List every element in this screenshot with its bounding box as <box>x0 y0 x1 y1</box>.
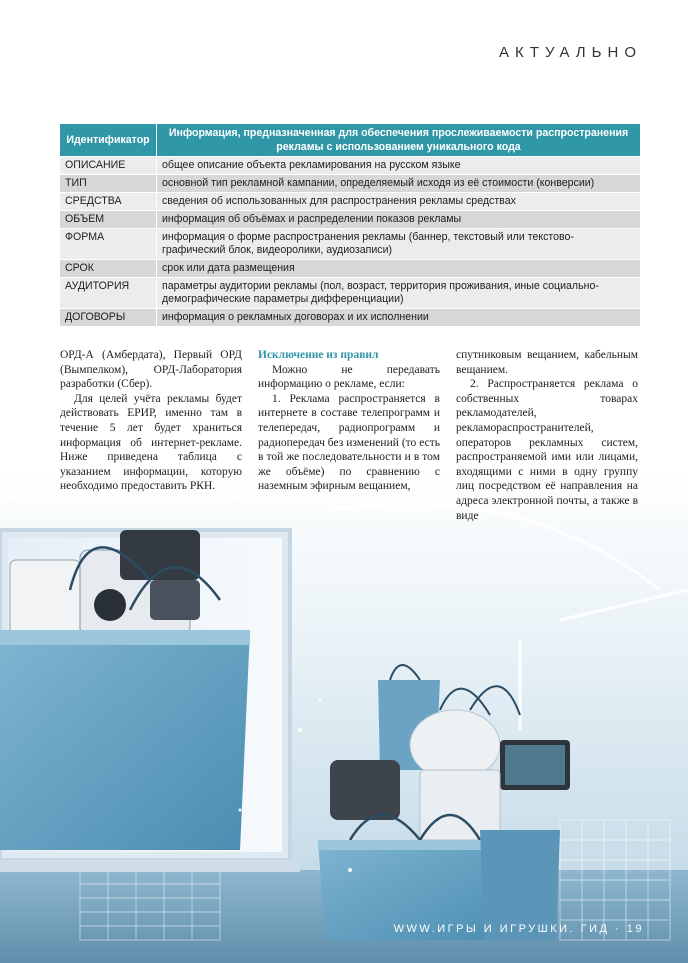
paragraph: 1. Реклама распространяется в интернете в составе телепрограмм и телепередач, радиопрограмм и радиопередач без изменений (то есть в той же последовательности и в том же объёме) по сравнению с наземным эфирным вещанием, <box>258 392 440 493</box>
table-cell-info: сведения об использованных для распространения рекламы средствах <box>157 193 641 211</box>
table-cell-info: информация о форме распространения рекламы (баннер, текстовый или текстово-графический блок, видеоролики, аудиозаписи) <box>157 229 641 260</box>
table-cell-info: информация о рекламных договорах и их исполнении <box>157 309 641 327</box>
table-cell-info: параметры аудитории рекламы (пол, возраст, территория проживания, иные социально-демографические параметры дифференциации) <box>157 278 641 309</box>
table-header-info: Информация, предназначенная для обеспечения прослеживаемости распространения рекламы с использованием уникального кода <box>157 124 641 157</box>
table-cell-id: СРЕДСТВА <box>60 193 157 211</box>
paragraph: ОРД-А (Амбердата), Первый ОРД (Вымпелком), ОРД-Лаборатория разработки (Сбер). <box>60 349 242 391</box>
table-cell-info: общее описание объекта рекламирования на русском языке <box>157 157 641 175</box>
paragraph: Можно не передавать информацию о рекламе, если: <box>258 363 440 391</box>
table-header-row <box>60 124 640 157</box>
table-row <box>60 260 640 278</box>
table-cell-id: ОБЪЕМ <box>60 211 157 229</box>
section-heading: Исключение из правил <box>258 349 379 361</box>
table-row <box>60 309 640 327</box>
table-cell-info: информация об объёмах и распределении показов рекламы <box>157 211 641 229</box>
table-header-id: Идентификатор <box>60 124 157 157</box>
text-column-3 <box>456 348 638 523</box>
paragraph: 2. Распространяется реклама о собственных товарах рекламодателей, рекламораспространителей, операторов рекламных систем, распространяемой ими или лицами, входящими с ними в одну группу лиц посредством её направления на адреса электронной почты, а также в виде <box>456 378 638 522</box>
text-column-1 <box>60 348 242 494</box>
table-cell-id: ТИП <box>60 175 157 193</box>
table-cell-id: ДОГОВОРЫ <box>60 309 157 327</box>
table-cell-id: СРОК <box>60 260 157 278</box>
text-column-2 <box>258 348 440 494</box>
info-table <box>60 124 640 327</box>
shopping-illustration <box>0 470 688 963</box>
table-cell-id: ОПИСАНИЕ <box>60 157 157 175</box>
table-cell-info: основной тип рекламной кампании, определяемый исходя из её стоимости (конверсии) <box>157 175 641 193</box>
table-row <box>60 278 640 309</box>
table-cell-id: ФОРМА <box>60 229 157 260</box>
table-row <box>60 175 640 193</box>
paragraph: спутниковым вещанием, кабельным вещанием. <box>456 349 638 376</box>
table-row <box>60 193 640 211</box>
table-row <box>60 211 640 229</box>
table-row <box>60 229 640 260</box>
table-row <box>60 157 640 175</box>
illustration-shopping <box>0 470 688 963</box>
paragraph: Для целей учёта рекламы будет действовать ЕРИР, именно там в течение 5 лет будет храниться информация об интернет-рекламе. Ниже приведена таблица с указанием информации, которую необходимо предоставить РКН. <box>60 392 242 493</box>
table-cell-info: срок или дата размещения <box>157 260 641 278</box>
section-label: АКТУАЛЬНО <box>499 44 642 61</box>
page-footer: WWW.ИГРЫ И ИГРУШКИ. ГИД · 19 <box>393 923 644 935</box>
table-cell-id: АУДИТОРИЯ <box>60 278 157 309</box>
